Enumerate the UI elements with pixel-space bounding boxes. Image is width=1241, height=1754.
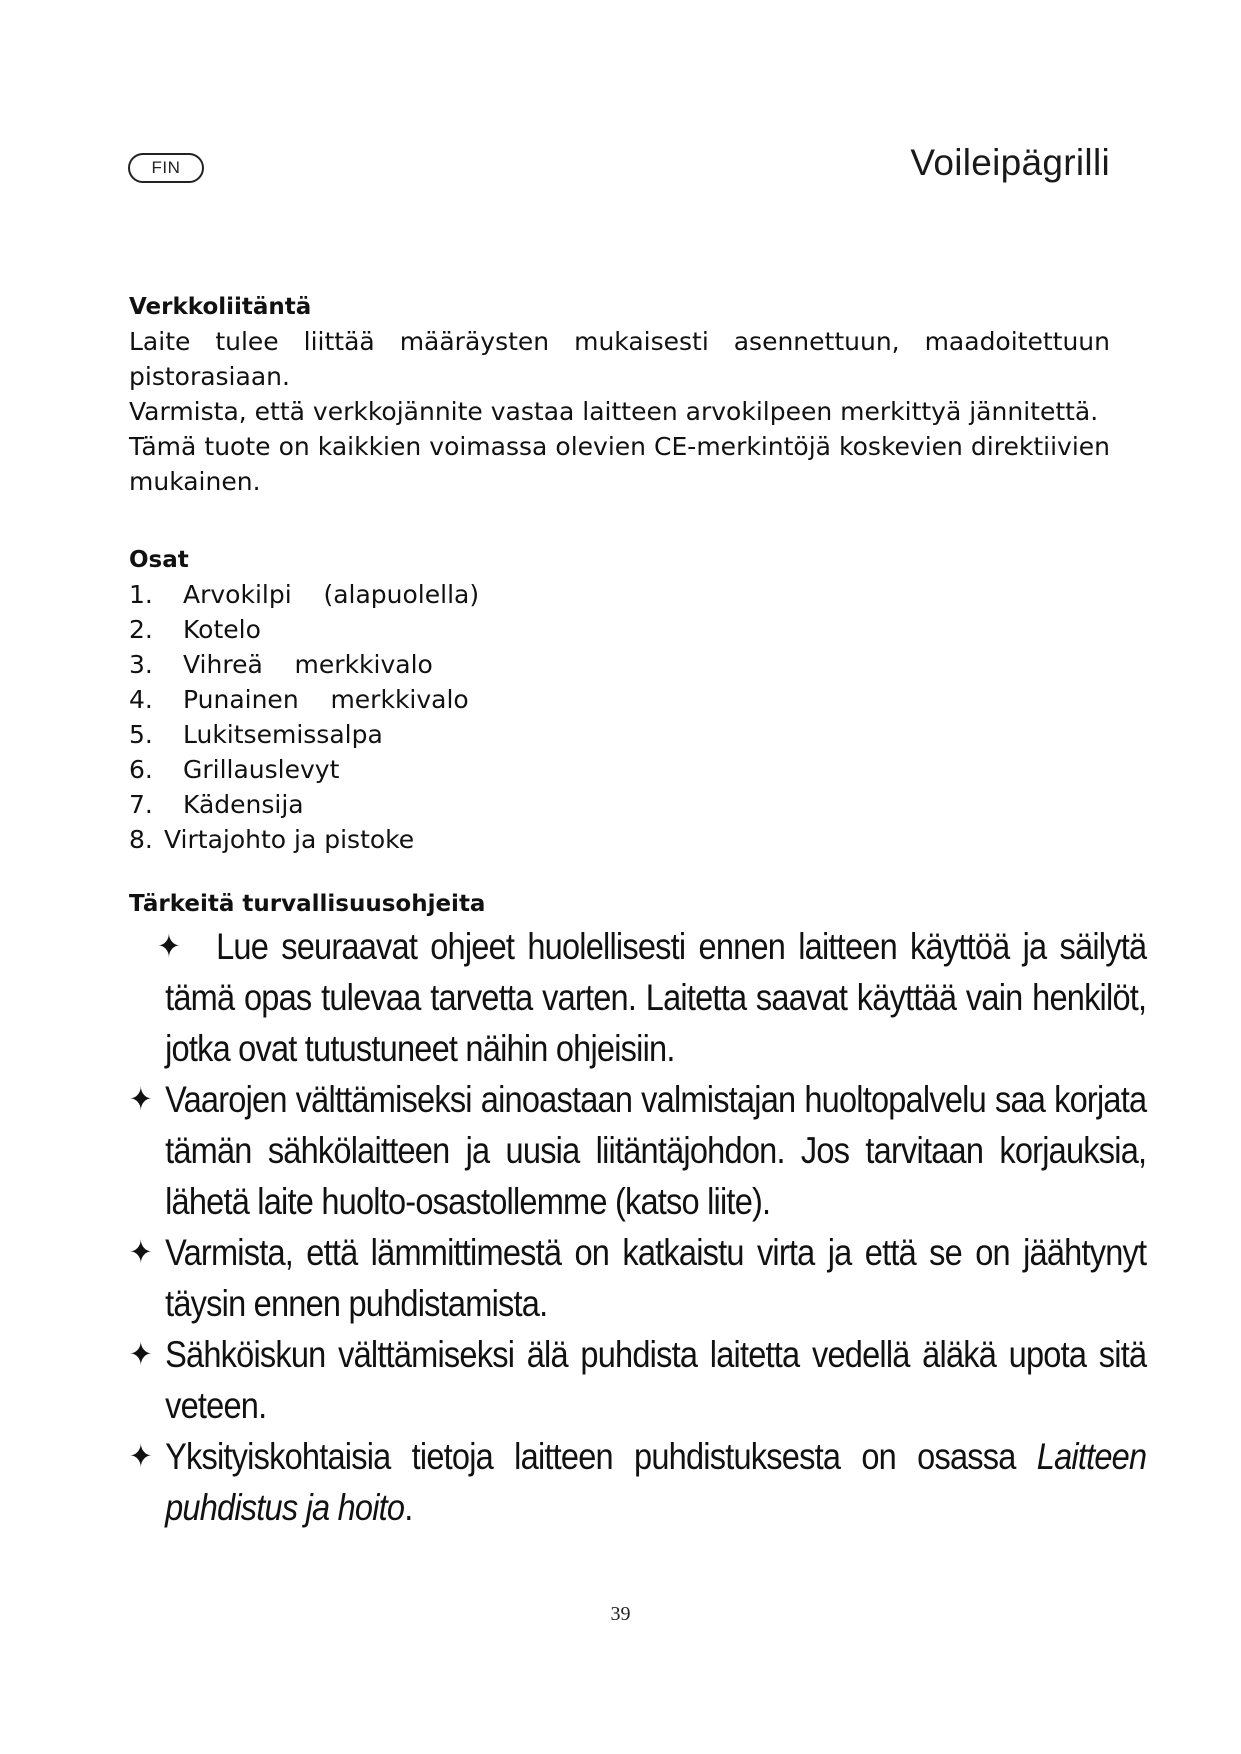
parts-list-item: 1. Arvokilpi (alapuolella) (129, 580, 480, 609)
document-title: Voileipägrilli (910, 142, 1110, 183)
safety-item: ✦ Yksityiskohtaisia tietoja laitteen puhdistuksesta on osassa Laitteen puhdistus ja hoito. (129, 1431, 1146, 1533)
parts-list-item: 7. Kädensija (129, 790, 304, 819)
page-content (129, 290, 1147, 1533)
safety-item: ✦ Varmista, että lämmittimestä on katkaistu virta ja että se on jäähtynyt täysin ennen puhdistamista. (129, 1227, 1146, 1329)
star-bullet-icon: ✦ (157, 928, 180, 964)
parts-list-item: 8. Virtajohto ja pistoke (129, 825, 415, 854)
connection-paragraph-3: Tämä tuote on kaikkien voimassa olevien CE-merkintöjä koskevien direktiivien mukainen. (129, 432, 1110, 496)
star-bullet-icon: ✦ (129, 1234, 152, 1270)
section-heading-connection: Verkkoliitäntä (129, 294, 312, 320)
star-bullet-icon: ✦ (129, 1438, 152, 1474)
safety-item: ✦ Lue seuraavat ohjeet huolellisesti ennen laitteen käyttöä ja säilytä tämä opas tulevaa tarvetta varten. Laitetta saavat käyttää vain henkilöt, jotka ovat tutustuneet näihin ohjeisiin. (129, 921, 1146, 1074)
section-heading-parts: Osat (129, 547, 189, 573)
parts-list-item: 2. Kotelo (129, 615, 261, 644)
section-heading-safety: Tärkeitä turvallisuusohjeita (129, 891, 486, 917)
safety-instructions-list (129, 921, 1147, 1533)
star-bullet-icon: ✦ (129, 1336, 152, 1372)
language-badge: FIN (128, 153, 204, 183)
safety-item: ✦ Vaarojen välttämiseksi ainoastaan valmistajan huoltopalvelu saa korjata tämän sähkölaitteen ja uusia liitäntäjohdon. Jos tarvitaan korjauksia, lähetä laite huolto-osastollemme (katso liite). (129, 1074, 1146, 1227)
parts-list (129, 577, 1110, 857)
parts-list-item: 4. Punainen merkkivalo (129, 685, 469, 714)
page-number: 39 (610, 1603, 631, 1625)
safety-item: ✦ Sähköiskun välttämiseksi älä puhdista laitetta vedellä äläkä upota sitä veteen. (129, 1329, 1146, 1431)
connection-paragraph-2: Varmista, että verkkojännite vastaa laitteen arvokilpeen merkittyä jännitettä. (129, 397, 1099, 426)
section-reference: Laitteen puhdistus ja hoito (165, 1436, 1147, 1528)
connection-paragraph-1: Laite tulee liittää määräysten mukaisesti asennettuun, maadoitettuun pistorasiaan. (129, 327, 1110, 391)
star-bullet-icon: ✦ (129, 1081, 152, 1117)
parts-list-item: 3. Vihreä merkkivalo (129, 650, 433, 679)
parts-list-item: 5. Lukitsemissalpa (129, 720, 383, 749)
parts-list-item: 6. Grillauslevyt (129, 755, 340, 784)
